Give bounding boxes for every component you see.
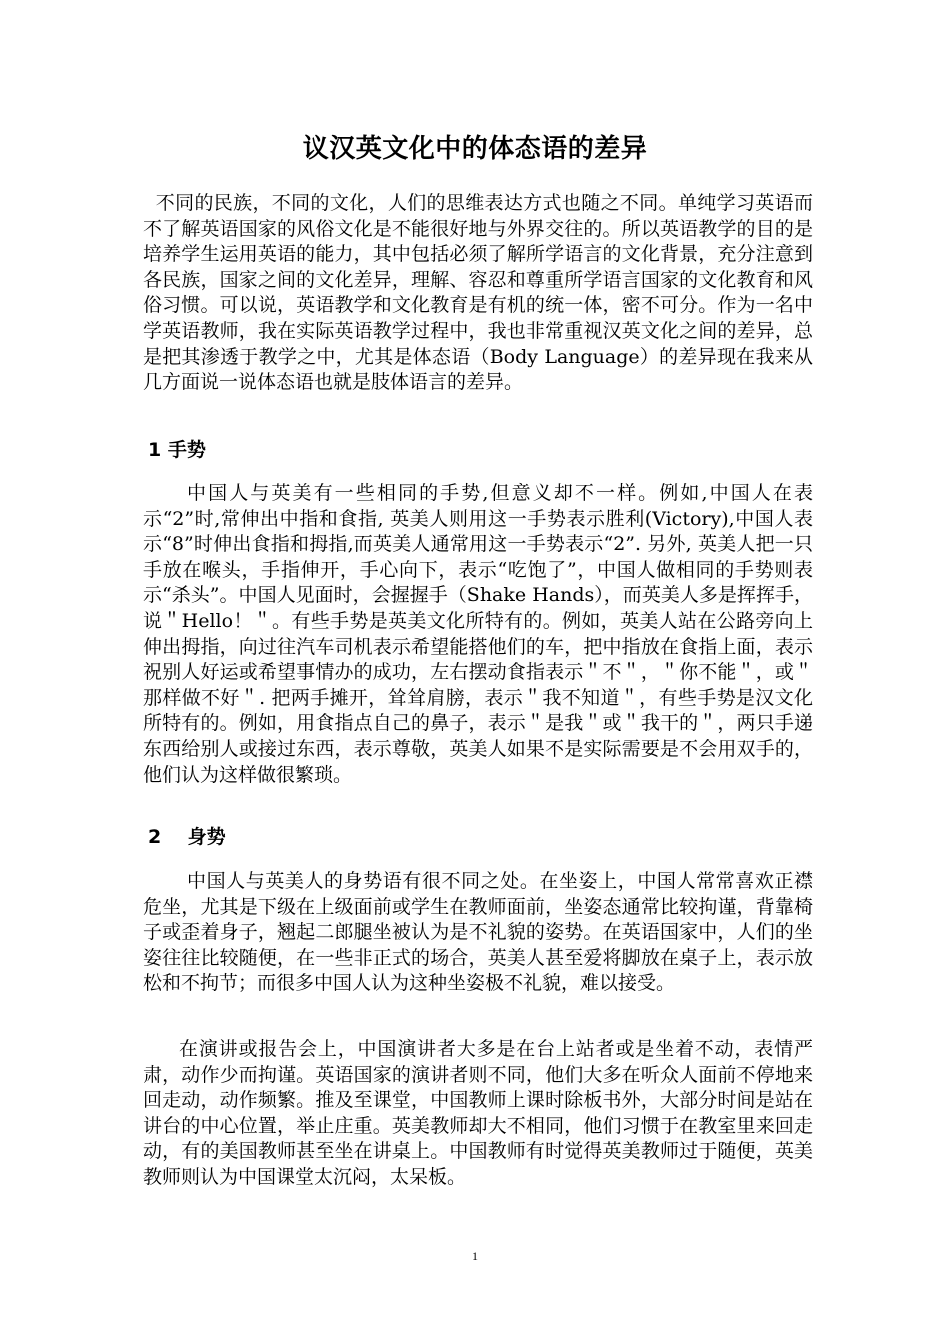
section-1-body: 中国人与英美有一些相同的手势,但意义却不一样。例如,中国人在表示“2”时,常伸出中指和食指, 英美人则用这一手势表示胜利(Victory),中国人表示“8”时伸出食指和拇指,而英美人通常用这一手势表示“2”. 另外, 英美人把一只手放在喉头，手指伸开，手心向下，表示“吃饱了”，中国人做相同的手势则表示“杀头”。中国人见面时，会握握手（Shake Hands），而英美人多是挥挥手，说＂Hello！＂。有些手势是英美文化所特有的。例如，英美人站在公路旁向上伸出拇指，向过往汽车司机表示希望能搭他们的车，把中指放在食指上面，表示祝别人好运或希望事情办的成功，左右摆动食指表示＂不＂，＂你不能＂，或＂那样做不好＂. 把两手摊开，耸耸肩膀，表示＂我不知道＂，有些手势是汉文化所特有的。例如，用食指点自己的鼻子，表示＂是我＂或＂我干的＂，两只手递东西给别人或接过东西，表示尊敬，英美人如果不是实际需要是不会用双手的，他们认为这样做很繁琐。 xyxy=(143,482,813,786)
page-number: 1 xyxy=(472,1249,478,1263)
section-2-paragraph-1: 中国人与英美人的身势语有很不同之处。在坐姿上，中国人常常喜欢正襟危坐，尤其是下级在上级面前或学生在教师面前，坐姿态通常比较拘谨，背靠椅子或歪着身子，翘起二郎腿坐被认为是不礼貌的姿势。在英语国家中，人们的坐姿往往比较随便，在一些非正式的场合，英美人甚至爱将脚放在桌子上，表示放松和不拘节；而很多中国人认为这种坐姿极不礼貌，难以接受。 xyxy=(143,870,813,995)
section-2-heading: 2 身势 xyxy=(148,826,226,848)
section-2-paragraph-2: 在演讲或报告会上，中国演讲者大多是在台上站者或是坐着不动，表情严肃，动作少而拘谨。英语国家的演讲者则不同，他们大多在听众人面前不停地来回走动，动作频繁。推及至课堂，中国教师上课时除板书外，大部分时间是站在讲台的中心位置，举止庄重。英美教师却大不相同，他们习惯于在教室里来回走动，有的美国教师甚至坐在讲桌上。中国教师有时觉得英美教师过于随便，英美教师则认为中国课堂太沉闷，太呆板。 xyxy=(143,1038,813,1188)
section-1-heading: 1 手势 xyxy=(148,439,206,461)
intro-paragraph: 不同的民族，不同的文化，人们的思维表达方式也随之不同。单纯学习英语而不了解英语国家的风俗文化是不能很好地与外界交往的。所以英语教学的目的是培养学生运用英语的能力，其中包括必须了解所学语言的文化背景，充分注意到各民族，国家之间的文化差异，理解、容忍和尊重所学语言国家的文化教育和风俗习惯。可以说，英语教学和文化教育是有机的统一体，密不可分。作为一名中学英语教师，我在实际英语教学过程中，我也非常重视汉英文化之间的差异，总是把其渗透于教学之中，尤其是体态语（Body Language）的差异现在我来从几方面说一说体态语也就是肢体语言的差异。 xyxy=(143,192,813,394)
document-title: 议汉英文化中的体态语的差异 xyxy=(302,134,648,164)
